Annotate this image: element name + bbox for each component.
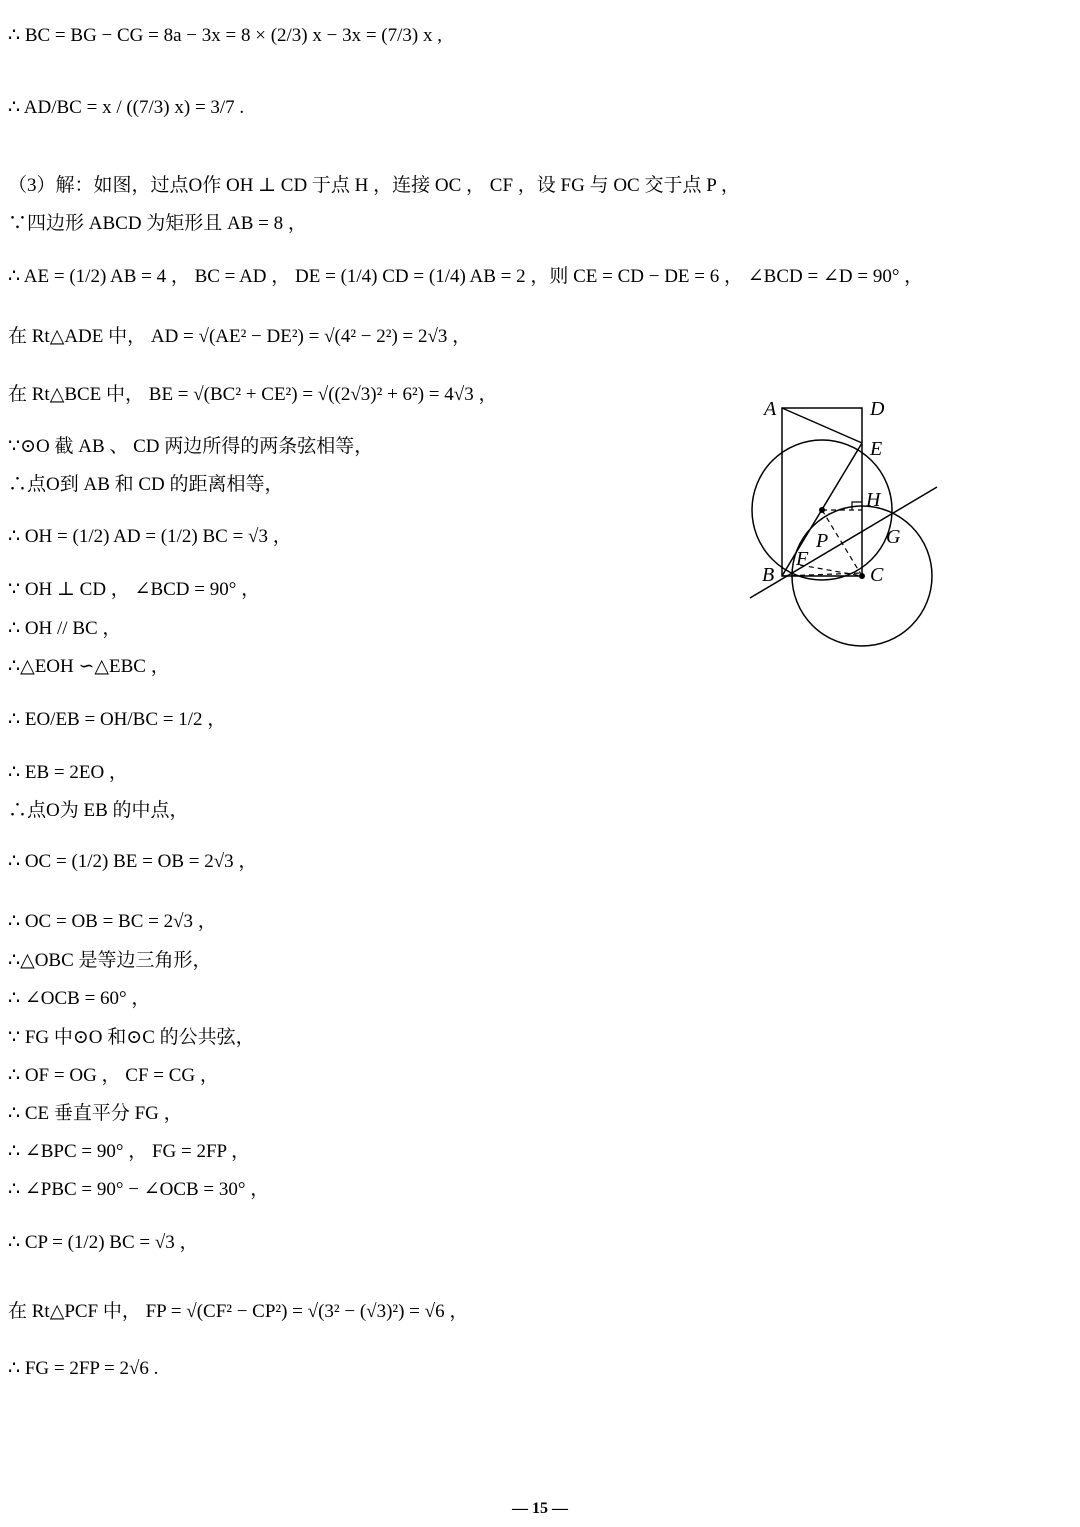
page-number: — 15 — (512, 1500, 568, 1517)
solution-line: 在 Rt△BCE 中， BE = √(BC² + CE²) = √((2√3)² + 6²) = 4√3 ， (8, 384, 498, 405)
solution-line: ∴点O为 EB 的中点， (8, 800, 189, 821)
solution-line: ∴ EB = 2EO ， (8, 762, 128, 783)
segment-ae (782, 408, 862, 443)
solution-line: ∵⊙O 截 AB 、 CD 两边所得的两条弦相等， (8, 436, 374, 457)
solution-line: ∴ OH // BC ， (8, 618, 122, 639)
solution-line: 在 Rt△ADE 中， AD = √(AE² − DE²) = √(4² − 2²) = 2√3 ， (8, 326, 472, 347)
label-f: F (796, 548, 809, 570)
solution-line: （3）解：如图，过点O作 OH ⊥ CD 于点 H ，连接 OC ， CF ，设 FG 与 OC 交于点 P ， (8, 175, 740, 196)
point-c (859, 573, 865, 579)
label-h: H (866, 489, 881, 511)
point-o (819, 507, 825, 513)
label-e: E (870, 438, 883, 460)
solution-line: ∴ OC = (1/2) BE = OB = 2√3 ， (8, 851, 258, 872)
solution-line: ∴ ∠BPC = 90° ， FG = 2FP ， (8, 1141, 251, 1162)
geometry-figure (740, 395, 950, 655)
solution-line: ∴ AE = (1/2) AB = 4 ， BC = AD ， DE = (1/4) CD = (1/4) AB = 2 ，则 CE = CD − DE = 6 ， ∠BCD = ∠D = 90° ， (8, 266, 924, 287)
label-a: A (764, 398, 777, 420)
solution-line: ∴ AD/BC = x / ((7/3) x) = 3/7 . (8, 97, 245, 118)
solution-line: ∵四边形 ABCD 为矩形且 AB = 8 ， (8, 213, 307, 234)
solution-line: 在 Rt△PCF 中， FP = √(CF² − CP²) = √(3² − (√3)²) = √6 ， (8, 1301, 469, 1322)
solution-line: ∴ OH = (1/2) AD = (1/2) BC = √3 ， (8, 526, 292, 547)
solution-line: ∴ OF = OG ， CF = CG ， (8, 1065, 219, 1086)
solution-line: ∴ FG = 2FP = 2√6 . (8, 1358, 159, 1379)
label-c: C (870, 564, 884, 586)
solution-line: ∴ ∠OCB = 60° ， (8, 988, 151, 1009)
label-d: D (870, 398, 885, 420)
solution-line: ∴ ∠PBC = 90° − ∠OCB = 30° ， (8, 1179, 270, 1200)
solution-line: ∴△OBC 是等边三角形， (8, 950, 212, 971)
solution-line: ∴ CE 垂直平分 FG ， (8, 1103, 183, 1124)
solution-line: ∴△EOH ∽△EBC ， (8, 656, 170, 677)
label-b: B (762, 564, 775, 586)
geometry-diagram (740, 395, 950, 655)
solution-line: ∵ OH ⊥ CD ， ∠BCD = 90° ， (8, 579, 261, 600)
solution-line: ∴ BC = BG − CG = 8a − 3x = 8 × (2/3) x − 3x = (7/3) x , (8, 25, 442, 46)
solution-line: ∴ EO/EB = OH/BC = 1/2 ， (8, 709, 227, 730)
label-g: G (886, 526, 901, 548)
solution-line: ∴ OC = OB = BC = 2√3 ， (8, 911, 217, 932)
label-p: P (816, 530, 829, 552)
solution-line: ∴ CP = (1/2) BC = √3 ， (8, 1232, 199, 1253)
solution-line: ∵ FG 中⊙O 和⊙C 的公共弦， (8, 1027, 255, 1048)
solution-line: ∴点O到 AB 和 CD 的距离相等， (8, 474, 284, 495)
line-fg (750, 487, 937, 598)
